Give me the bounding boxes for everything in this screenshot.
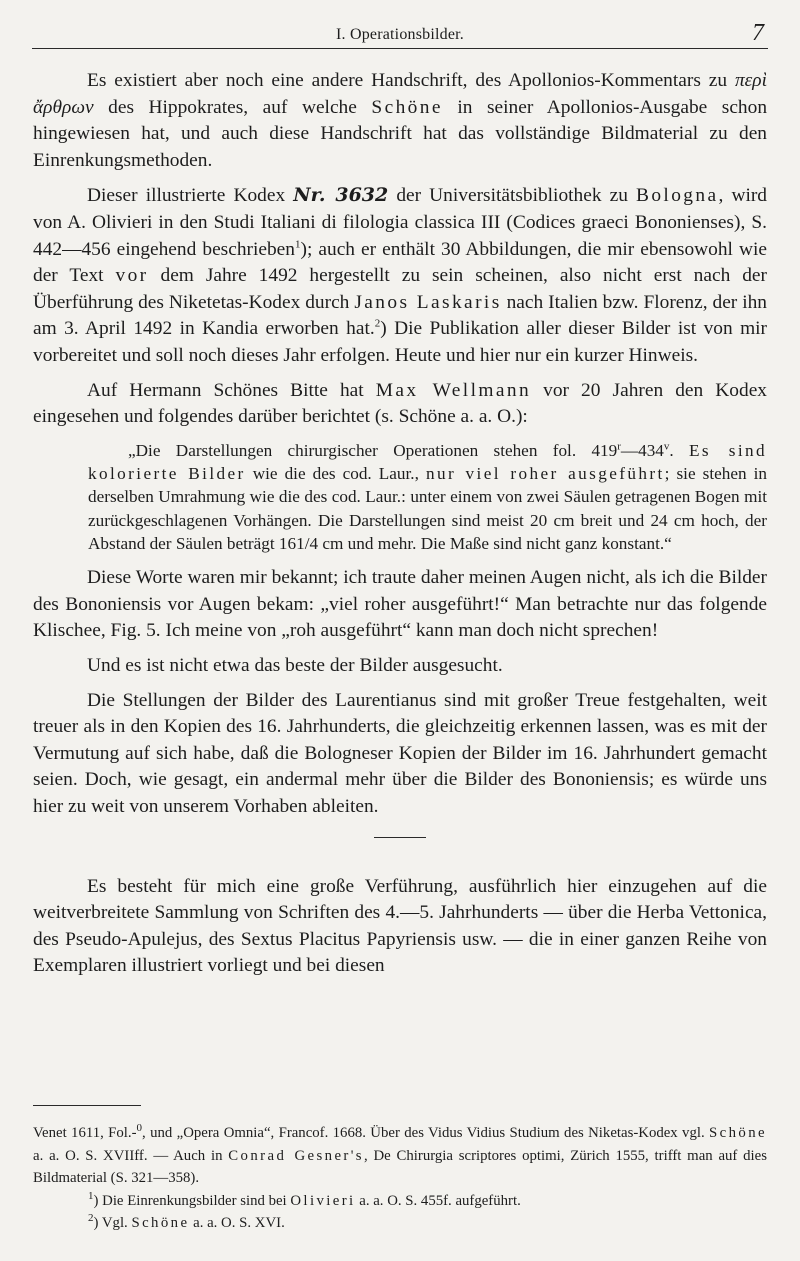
spaced-name-schoene: Schöne	[131, 1215, 190, 1231]
main-text	[33, 68, 767, 980]
fraction: 1/4	[296, 533, 319, 553]
spaced-word-vor: vor	[115, 265, 149, 287]
text-run: des Hippokrates, auf welche	[93, 96, 372, 118]
kodex-number: Nr. 3632	[293, 184, 389, 207]
spaced-phrase-kolorierte: Es sind kolorierte Bilder	[88, 440, 768, 484]
text-run: ) Die Publikation aller dieser Bilder ist von mir vorbereitet und soll noch dieses Jahr erfolgen. Heute und hier nur ein kurzer Hinweis.	[33, 318, 768, 366]
text-run: .	[669, 440, 690, 460]
text-run: Dieser illustrierte Kodex	[87, 185, 294, 207]
text-run: a. a. O. S. XVIIff. — Auch in	[33, 1147, 229, 1164]
paragraph-7: Es besteht für mich eine große Verführung, ausführlich hier einzugehen auf die weitverbreitete Sammlung von Schriften des 4.—5. Jahrhunderts — über die Herba Vettonica, des Pseudo-Apulejus, des Sextus Placitus Papyriensis usw. — die in einer ganzen Reihe von Exemplaren illustriert vorliegt und bei diesen	[33, 875, 767, 977]
footnotes	[33, 1122, 767, 1235]
paragraph-3	[33, 378, 767, 431]
footnote-mark-2: 2	[88, 1212, 94, 1225]
running-title: I. Operationsbilder.	[336, 26, 464, 43]
text-run: , wird von A. Olivieri in den Studi Italiani di filologia classica III (Codices graeci Bononienses), S. 442—456 eingehend beschrieben	[33, 185, 767, 260]
text-run: a. a. O. S. XVI.	[189, 1215, 285, 1231]
footnote-2	[33, 1212, 767, 1235]
running-head	[32, 20, 768, 49]
text-run: a. a. O. S. 455f. aufgeführt.	[355, 1192, 521, 1209]
text-run: der Universitätsbibliothek zu	[388, 185, 636, 207]
text-run: ; sie stehen in derselben Umrahmung wie die des cod. Laur.: unter einem von zwei Säulen getragenen Bogen mit zurückgeschlagenen Vorhängen. Die Darstellungen sind meist 20 cm breit und 24 cm hoch, der Abstand der Säulen beträgt 16	[88, 464, 767, 553]
text-run: cm und mehr. Die Maße sind nicht ganz konstant.“	[318, 533, 672, 553]
text-run: wie die des cod. Laur.,	[245, 464, 426, 484]
superscript-o: 0	[136, 1122, 143, 1135]
text-run: —434	[620, 440, 664, 460]
spaced-name-laskaris: Janos Laskaris	[354, 291, 502, 313]
text-run: , De Chirurgia scriptores optimi, Zürich 1555, trifft man auf dies Bildmaterial (S. 321—358).	[33, 1147, 767, 1186]
block-quote	[33, 439, 767, 555]
text-run: in seiner Apollonios-Ausgabe schon hingewiesen hat, und auch diese Handschrift hat das vollständige Bildmaterial zu den Einrenkungsmethoden.	[33, 96, 768, 171]
paragraph-4: Diese Worte waren mir bekannt; ich traute daher meinen Augen nicht, als ich die Bilder des Bononiensis vor Augen bekam: „viel roher ausgeführt!“ Man betrachte nur das folgende Klischee, Fig. 5. Ich meine von „roh ausgeführt“ kann man doch nicht sprechen!	[33, 567, 767, 642]
spaced-phrase-roher: nur viel roher ausgeführt	[425, 464, 665, 484]
footnote-divider	[33, 1105, 141, 1106]
text-run: ) Vgl.	[93, 1215, 132, 1231]
page-number: 7	[752, 20, 764, 46]
footnote-ref-2[interactable]: 2	[374, 317, 381, 330]
footnote-1	[33, 1190, 767, 1213]
text-run: ); auch er enthält 30 Abbildungen, die mir ebensowohl wie der Text	[33, 238, 767, 287]
recto-mark: r	[617, 439, 621, 452]
spaced-name-wellmann: Max Wellmann	[375, 379, 532, 401]
footnote-mark-1: 1	[88, 1189, 94, 1202]
text-run: ) Die Einrenkungsbilder sind bei	[93, 1192, 291, 1209]
text-run: „Die Darstellungen chirurgischer Operationen stehen fol. 419	[128, 440, 618, 460]
paragraph-6: Die Stellungen der Bilder des Laurentianus sind mit großer Treue festgehalten, weit treuer als in den Kopien des 16. Jahrhunderts, die gleichzeitig erkennen lassen, was es mit der Vermutung auf sich habe, daß die Bologneser Kopien der Bilder im 16. Jahrhundert gemacht seien. Doch, wie gesagt, ein andermal mehr über die Bilder des Bononiensis; es würde uns hier zu weit von unserem Vorhaben ableiten.	[33, 689, 767, 817]
text-run: dem Jahre 1492 hergestellt zu sein scheinen, also nicht erst nach der Überführung des Niketetas-Kodex durch	[33, 265, 767, 313]
spaced-name-olivieri: Olivieri	[290, 1192, 356, 1209]
text-run: vor 20 Jahren den Kodex eingesehen und folgendes darüber berichtet (s. Schöne a. a. O.):	[33, 379, 768, 428]
text-run: Es existiert aber noch eine andere Handschrift, des Apollonios-Kommentars zu	[87, 70, 735, 91]
paragraph-2	[33, 182, 767, 369]
greek-title: περὶ ἄρθρων	[33, 70, 767, 118]
footnote-ref-1[interactable]: 1	[294, 238, 301, 251]
paragraph-1	[33, 68, 767, 174]
section-divider	[374, 837, 426, 838]
quote-text	[88, 439, 767, 555]
spaced-name-schoene: Schöne	[709, 1125, 767, 1141]
verso-mark: v	[663, 439, 670, 452]
spaced-name-bologna: Bologna	[636, 185, 719, 207]
text-run: , und „Opera Omnia“, Francof. 1668. Über des Vidus Vidius Studium des Niketas-Kodex vgl.	[142, 1125, 710, 1141]
text-run: Venet 1611, Fol.-	[33, 1125, 137, 1141]
spaced-name-schoene: Schöne	[371, 96, 443, 118]
text-run: nach Italien bzw. Florenz, der ihn am 3. April 1492 in Kandia erworben hat.	[33, 291, 767, 340]
footnote-carryover	[33, 1122, 767, 1190]
spaced-name-gesner: Conrad Gesner's	[228, 1147, 364, 1164]
text-run: Auf Hermann Schönes Bitte hat	[87, 379, 376, 401]
paragraph-5: Und es ist nicht etwa das beste der Bilder ausgesucht.	[87, 654, 503, 676]
